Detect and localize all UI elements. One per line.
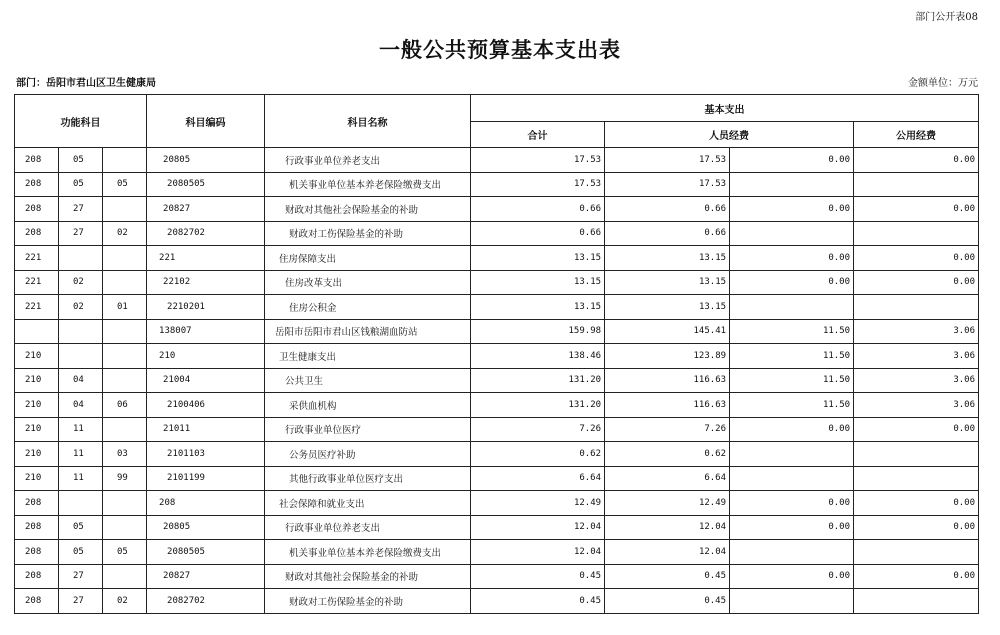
func-class-cell: 210 xyxy=(15,466,59,491)
subject-name-cell: 机关事业单位基本养老保险缴费支出 xyxy=(265,172,471,197)
table-row xyxy=(15,540,979,565)
subject-name-cell: 社会保障和就业支出 xyxy=(265,491,471,516)
personnel-cell: 0.66 xyxy=(605,197,730,222)
header-subject-code: 科目编码 xyxy=(147,95,265,148)
func-class-cell: 210 xyxy=(15,368,59,393)
header-basic-expense: 基本支出 xyxy=(471,95,979,122)
personnel-cell: 145.41 xyxy=(605,319,730,344)
func-class-cell: 208 xyxy=(15,197,59,222)
subject-name-cell: 财政对工伤保险基金的补助 xyxy=(265,589,471,614)
personnel-cell: 0.66 xyxy=(605,221,730,246)
func-item-cell: 99 xyxy=(103,466,147,491)
func-class-cell xyxy=(15,319,59,344)
func-item-cell xyxy=(103,344,147,369)
func-class-cell: 221 xyxy=(15,270,59,295)
subject-code-cell: 208 xyxy=(147,491,265,516)
func-section-cell: 04 xyxy=(59,368,103,393)
public-expense-cell: 0.00 xyxy=(854,491,979,516)
func-section-cell: 02 xyxy=(59,270,103,295)
func-item-cell xyxy=(103,515,147,540)
subject-code-cell: 20827 xyxy=(147,564,265,589)
func-item-cell xyxy=(103,368,147,393)
public-expense-cell: 0.00 xyxy=(854,246,979,271)
func-class-cell: 221 xyxy=(15,246,59,271)
table-row xyxy=(15,442,979,467)
subject-name-cell: 财政对其他社会保险基金的补助 xyxy=(265,197,471,222)
func-item-cell xyxy=(103,491,147,516)
public-cell: 0.00 xyxy=(730,148,854,173)
func-item-cell xyxy=(103,417,147,442)
subject-code-cell: 138007 xyxy=(147,319,265,344)
public-expense-cell xyxy=(854,221,979,246)
public-cell xyxy=(730,295,854,320)
subject-code-cell: 2082702 xyxy=(147,589,265,614)
func-class-cell: 208 xyxy=(15,564,59,589)
func-section-cell: 05 xyxy=(59,148,103,173)
subject-name-cell: 住房公积金 xyxy=(265,295,471,320)
personnel-cell: 13.15 xyxy=(605,246,730,271)
table-row xyxy=(15,466,979,491)
subject-name-cell: 财政对其他社会保险基金的补助 xyxy=(265,564,471,589)
total-cell: 13.15 xyxy=(471,246,605,271)
header-personnel: 人员经费 xyxy=(605,122,854,148)
subject-code-cell: 20827 xyxy=(147,197,265,222)
func-item-cell: 02 xyxy=(103,589,147,614)
public-cell xyxy=(730,589,854,614)
func-class-cell: 210 xyxy=(15,417,59,442)
table-number-label: 部门公开表08 xyxy=(915,12,978,23)
func-section-cell: 11 xyxy=(59,466,103,491)
func-item-cell: 05 xyxy=(103,172,147,197)
func-class-cell: 208 xyxy=(15,221,59,246)
func-section-cell: 04 xyxy=(59,393,103,418)
func-section-cell xyxy=(59,246,103,271)
subject-name-cell: 财政对工伤保险基金的补助 xyxy=(265,221,471,246)
func-section-cell: 27 xyxy=(59,221,103,246)
total-cell: 0.45 xyxy=(471,564,605,589)
subject-name-cell: 公共卫生 xyxy=(265,368,471,393)
public-expense-cell: 3.06 xyxy=(854,368,979,393)
table-row xyxy=(15,344,979,369)
public-expense-cell: 0.00 xyxy=(854,270,979,295)
table-row xyxy=(15,589,979,614)
personnel-cell: 0.45 xyxy=(605,589,730,614)
total-cell: 131.20 xyxy=(471,368,605,393)
public-cell: 11.50 xyxy=(730,344,854,369)
personnel-cell: 17.53 xyxy=(605,148,730,173)
func-section-cell: 05 xyxy=(59,515,103,540)
table-row xyxy=(15,197,979,222)
header-func-subject: 功能科目 xyxy=(15,95,147,148)
func-item-cell: 01 xyxy=(103,295,147,320)
subject-code-cell: 2101103 xyxy=(147,442,265,467)
func-section-cell: 11 xyxy=(59,442,103,467)
func-class-cell: 208 xyxy=(15,148,59,173)
func-section-cell: 05 xyxy=(59,172,103,197)
func-class-cell: 208 xyxy=(15,491,59,516)
subject-name-cell: 卫生健康支出 xyxy=(265,344,471,369)
public-expense-cell: 3.06 xyxy=(854,319,979,344)
public-expense-cell: 0.00 xyxy=(854,515,979,540)
subject-name-cell: 机关事业单位基本养老保险缴费支出 xyxy=(265,540,471,565)
func-item-cell: 06 xyxy=(103,393,147,418)
subject-code-cell: 20805 xyxy=(147,148,265,173)
public-cell: 0.00 xyxy=(730,197,854,222)
public-cell: 0.00 xyxy=(730,491,854,516)
subject-name-cell: 行政事业单位养老支出 xyxy=(265,515,471,540)
public-expense-cell xyxy=(854,466,979,491)
func-item-cell: 05 xyxy=(103,540,147,565)
personnel-cell: 7.26 xyxy=(605,417,730,442)
func-section-cell xyxy=(59,344,103,369)
budget-table xyxy=(14,94,979,614)
func-section-cell: 27 xyxy=(59,589,103,614)
public-expense-cell: 3.06 xyxy=(854,393,979,418)
table-row xyxy=(15,368,979,393)
subject-name-cell: 行政事业单位养老支出 xyxy=(265,148,471,173)
subject-code-cell: 21004 xyxy=(147,368,265,393)
public-expense-cell xyxy=(854,589,979,614)
subject-code-cell: 2080505 xyxy=(147,540,265,565)
table-body xyxy=(15,148,979,614)
func-section-cell xyxy=(59,319,103,344)
table-row xyxy=(15,148,979,173)
unit-label: 金额单位：万元 xyxy=(908,78,978,89)
total-cell: 17.53 xyxy=(471,148,605,173)
public-expense-cell xyxy=(854,172,979,197)
total-cell: 12.04 xyxy=(471,515,605,540)
public-cell: 11.50 xyxy=(730,368,854,393)
subject-code-cell: 20805 xyxy=(147,515,265,540)
table-row xyxy=(15,172,979,197)
total-cell: 17.53 xyxy=(471,172,605,197)
public-cell: 0.00 xyxy=(730,270,854,295)
total-cell: 131.20 xyxy=(471,393,605,418)
func-section-cell xyxy=(59,491,103,516)
personnel-cell: 116.63 xyxy=(605,393,730,418)
table-row xyxy=(15,319,979,344)
public-expense-cell: 3.06 xyxy=(854,344,979,369)
subject-name-cell: 岳阳市岳阳市君山区钱粮湖血防站 xyxy=(265,319,471,344)
personnel-cell: 0.62 xyxy=(605,442,730,467)
table-row xyxy=(15,564,979,589)
personnel-cell: 116.63 xyxy=(605,368,730,393)
total-cell: 12.04 xyxy=(471,540,605,565)
personnel-cell: 6.64 xyxy=(605,466,730,491)
public-cell: 0.00 xyxy=(730,564,854,589)
subject-name-cell: 采供血机构 xyxy=(265,393,471,418)
table-row xyxy=(15,515,979,540)
subject-name-cell: 住房改革支出 xyxy=(265,270,471,295)
func-class-cell: 210 xyxy=(15,344,59,369)
page-title: 一般公共预算基本支出表 xyxy=(379,37,621,62)
table-row xyxy=(15,270,979,295)
func-item-cell xyxy=(103,319,147,344)
func-class-cell: 221 xyxy=(15,295,59,320)
func-section-cell: 05 xyxy=(59,540,103,565)
public-cell xyxy=(730,466,854,491)
subject-name-cell: 住房保障支出 xyxy=(265,246,471,271)
table-row xyxy=(15,295,979,320)
subject-code-cell: 21011 xyxy=(147,417,265,442)
public-cell: 11.50 xyxy=(730,393,854,418)
personnel-cell: 13.15 xyxy=(605,295,730,320)
total-cell: 0.66 xyxy=(471,197,605,222)
table-row xyxy=(15,246,979,271)
personnel-cell: 17.53 xyxy=(605,172,730,197)
total-cell: 12.49 xyxy=(471,491,605,516)
func-class-cell: 210 xyxy=(15,393,59,418)
public-expense-cell xyxy=(854,295,979,320)
func-item-cell xyxy=(103,270,147,295)
subject-name-cell: 行政事业单位医疗 xyxy=(265,417,471,442)
public-expense-cell: 0.00 xyxy=(854,197,979,222)
subject-code-cell: 221 xyxy=(147,246,265,271)
total-cell: 13.15 xyxy=(471,295,605,320)
public-cell xyxy=(730,540,854,565)
func-section-cell: 27 xyxy=(59,564,103,589)
func-section-cell: 02 xyxy=(59,295,103,320)
total-cell: 7.26 xyxy=(471,417,605,442)
func-section-cell: 11 xyxy=(59,417,103,442)
func-class-cell: 208 xyxy=(15,589,59,614)
subject-code-cell: 2082702 xyxy=(147,221,265,246)
department-label: 部门：岳阳市君山区卫生健康局 xyxy=(16,78,156,89)
total-cell: 0.66 xyxy=(471,221,605,246)
public-cell: 0.00 xyxy=(730,515,854,540)
func-item-cell: 02 xyxy=(103,221,147,246)
subject-code-cell: 2101199 xyxy=(147,466,265,491)
table-row xyxy=(15,393,979,418)
total-cell: 159.98 xyxy=(471,319,605,344)
header-total: 合计 xyxy=(471,122,605,148)
func-item-cell xyxy=(103,148,147,173)
subject-code-cell: 2100406 xyxy=(147,393,265,418)
public-expense-cell: 0.00 xyxy=(854,564,979,589)
subject-code-cell: 22102 xyxy=(147,270,265,295)
header-subject-name: 科目名称 xyxy=(265,95,471,148)
personnel-cell: 12.04 xyxy=(605,540,730,565)
personnel-cell: 123.89 xyxy=(605,344,730,369)
public-expense-cell xyxy=(854,442,979,467)
table-row xyxy=(15,491,979,516)
table-row xyxy=(15,417,979,442)
total-cell: 138.46 xyxy=(471,344,605,369)
func-item-cell xyxy=(103,246,147,271)
public-expense-cell: 0.00 xyxy=(854,148,979,173)
public-expense-cell xyxy=(854,540,979,565)
subject-code-cell: 2080505 xyxy=(147,172,265,197)
func-class-cell: 208 xyxy=(15,540,59,565)
subject-code-cell: 210 xyxy=(147,344,265,369)
public-cell: 11.50 xyxy=(730,319,854,344)
personnel-cell: 12.04 xyxy=(605,515,730,540)
func-class-cell: 208 xyxy=(15,515,59,540)
func-section-cell: 27 xyxy=(59,197,103,222)
personnel-cell: 0.45 xyxy=(605,564,730,589)
subject-code-cell: 2210201 xyxy=(147,295,265,320)
public-cell: 0.00 xyxy=(730,246,854,271)
personnel-cell: 12.49 xyxy=(605,491,730,516)
total-cell: 13.15 xyxy=(471,270,605,295)
public-cell: 0.00 xyxy=(730,417,854,442)
func-item-cell xyxy=(103,197,147,222)
public-cell xyxy=(730,221,854,246)
total-cell: 0.45 xyxy=(471,589,605,614)
header-public: 公用经费 xyxy=(854,122,979,148)
public-expense-cell: 0.00 xyxy=(854,417,979,442)
public-cell xyxy=(730,442,854,467)
subject-name-cell: 其他行政事业单位医疗支出 xyxy=(265,466,471,491)
total-cell: 6.64 xyxy=(471,466,605,491)
table-row xyxy=(15,221,979,246)
func-item-cell: 03 xyxy=(103,442,147,467)
subject-name-cell: 公务员医疗补助 xyxy=(265,442,471,467)
personnel-cell: 13.15 xyxy=(605,270,730,295)
func-class-cell: 210 xyxy=(15,442,59,467)
total-cell: 0.62 xyxy=(471,442,605,467)
func-class-cell: 208 xyxy=(15,172,59,197)
public-cell xyxy=(730,172,854,197)
func-item-cell xyxy=(103,564,147,589)
